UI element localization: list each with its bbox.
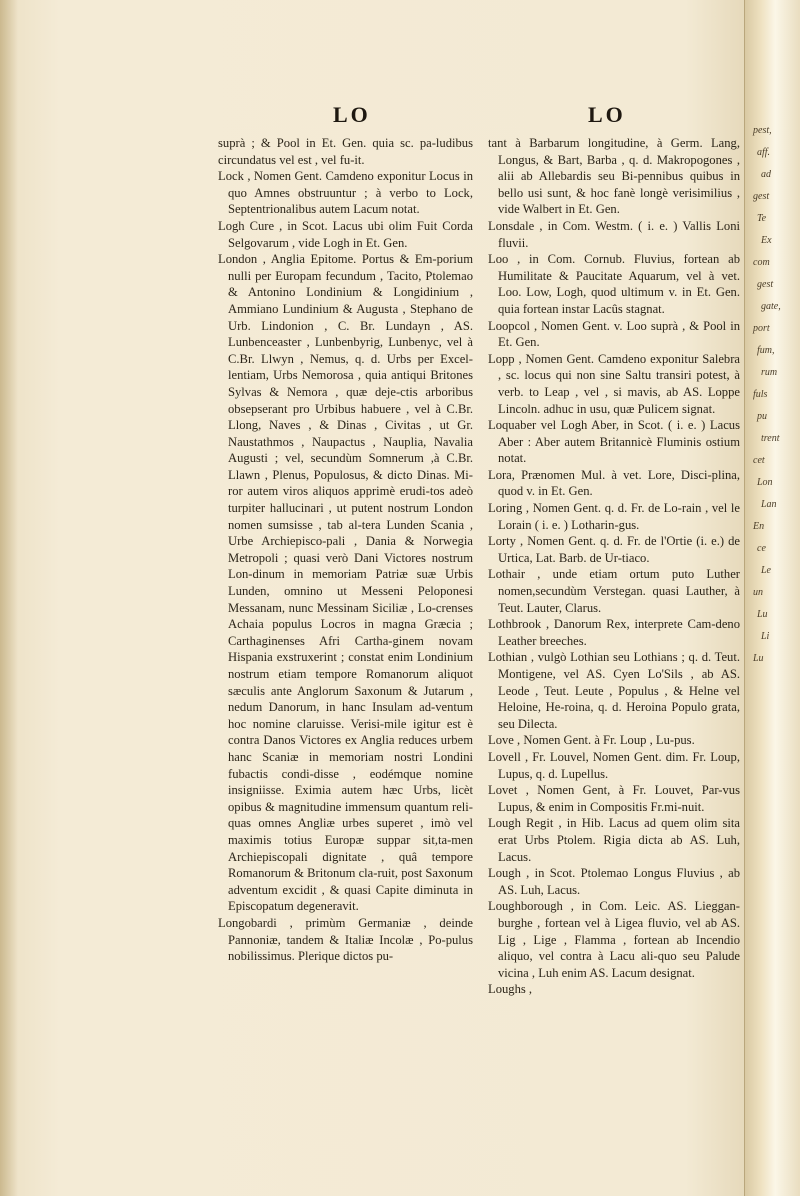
gutter-fragment: gest <box>753 191 770 202</box>
entry-right-9: Lothair , unde etiam ortum puto Luther nomen,secundùm Verstegan. quasi Lauther, à Teut. Lauter, Clarus. <box>488 567 740 615</box>
entry-right-15: Lough Regit , in Hib. Lacus ad quem olim sita erat Urbs Ptolem. Rigia dicta ab AS. Luh, Lacus. <box>488 816 740 864</box>
entry-right-7: Loring , Nomen Gent. q. d. Fr. de Lo-rain , vel le Lorain ( i. e. ) Lotharin-gus. <box>488 501 740 532</box>
gutter-fragment: Ex <box>761 235 772 246</box>
entry-right-1: Lonsdale , in Com. Westm. ( i. e. ) Vallis Loni fluvii. <box>488 218 740 250</box>
gutter-fragment: Te <box>757 213 767 224</box>
entry-right-3: Loopcol , Nomen Gent. v. Loo suprà , & Pool in Et. Gen. <box>488 318 740 350</box>
page-shadow <box>0 0 18 1196</box>
entry-right-5: Loquaber vel Logh Aber, in Scot. ( i. e. ) Lacus Aber : Aber autem Britannicè Fluminis ostium notat. <box>488 418 740 466</box>
entry-text: suprà ; & Pool in Et. Gen. quia sc. pa-ludibus circundatus vel est , vel fu-it. <box>218 136 473 167</box>
entry-right-12: Love , Nomen Gent. à Fr. Loup , Lu-pus. <box>488 733 695 748</box>
gutter-fragment: port <box>753 323 770 334</box>
gutter-fragment: Le <box>761 565 771 576</box>
gutter-fragment: gest <box>757 279 774 290</box>
gutter-fragment: Lu <box>757 609 768 620</box>
entry-right-18: Loughs , <box>488 982 533 997</box>
left-column <box>218 135 473 965</box>
gutter-fragment: pest, <box>753 125 772 136</box>
gutter-fragment: aff. <box>757 147 771 158</box>
entry-right-2: Loo , in Com. Cornub. Fluvius, fortean ab Humilitate & Paucitate Aquarum, vel à vet. Loo. Low, Logh, quod ultimum v. in Et. Gen. quia fortean instar Lacûs stagnat. <box>488 252 740 316</box>
entry-right-10: Lothbrook , Danorum Rex, interprete Cam-deno Leather breeches. <box>488 617 740 648</box>
gutter-fragment: ce <box>757 543 766 554</box>
entry-right-11: Lothian , vulgò Lothian seu Lothians ; q. d. Teut. Montigene, vel AS. Cyen Lo'Sils , ab AS. Leode , Teut. Leute , Populus , & Helne vel Heloine, He-roina, q. d. Heroina Populo grata, seu Dilecta. <box>488 650 740 731</box>
running-header <box>0 102 745 132</box>
gutter-fragment: Li <box>761 631 770 642</box>
entry-right-6: Lora, Prænomen Mul. à vet. Lore, Disci-plina, quod v. in Et. Gen. <box>488 467 740 499</box>
entry-longobardi: Longobardi , primùm Germaniæ , deinde Pannoniæ, tandem & Italiæ Incolæ , Po-pulus nobilissimus. Plerique dictos pu- <box>218 915 473 964</box>
gutter-fragment: ad <box>761 169 771 180</box>
gutter-fragment: pu <box>757 411 767 422</box>
entry-logh-cure: Logh Cure , in Scot. Lacus ubi olim Fuit Corda Selgovarum , vide Logh in Et. Gen. <box>218 218 473 250</box>
gutter-fragment: En <box>753 521 765 532</box>
gutter-fragment: fuls <box>753 389 768 400</box>
gutter-fragment: Lu <box>753 653 764 664</box>
header-left: LO <box>333 102 371 127</box>
gutter-fragment: gate, <box>761 301 781 312</box>
entry-london: London , Anglia Epitome. Portus & Em-porium nulli per Europam fecundum , Tacito, Ptolemao & Antonino Londinium & Longidinium , Ammiano Lundinium & Augusta , Stephano de Urb. Lindonion , C. Br. Lundayn , AS. Lunbenceaster , Lunbenbyrig, Lunbenyc, vel à C.Br. Llwyn , Nemus, q. d. Urbs per Excel-lentiam, Urbs Nemorosa , quia antiqui Britones Sylvas & Nemora , quæ deje-ctis arboribus obsepserant pro Urbibus habuere , vel à C.Br. Llong, Naves , & Dinas , Civitas , ut Gr. Naustathmos , Naupactus , Nauplia, Navalia Augusti ; vel, secundùm Somnerum ,à C.Br. Llawn , Plenus, Populosus, & dicto Dinas. Mi-ror autem viros aliquos apprimè erudi-tos adeò turpiter hallucinari , ut putent nostrum London nomen sumsisse , tab al-tera Lunden Scania , Urbe Archiepisco-pali , Dania & Norwegia Metropoli ; quasi verò Dani Victores nostrum Lon-dinum in memoriam Patriæ suæ Urbis Lunden, omnino ut Messeni Peloponesi Messanam, nunc Messinam Siciliæ , Lo-crenses Achaia populus Locros in magna Græcia ; Carthaginenses Afri Cartha-ginem novam Hispania exstruxerint ; constat enim Londinium nostrum etiam tempore Romanorum aliquot sæculis ante Anglorum Saxonum & Jutarum , nedum Danorum, in hanc Insulam ad-ventum hoc nomine claruisse. Verisi-mile igitur est è contra Danos Victores ex Anglia reduces urbem hanc Scaniæ in memoriam nostri Londini fubactis condi-disse , eodémque nomine insigniisse. Eximia autem hæc Urbs, licèt opibus & magnitudine immensum quantum reli-quas omnes Angliæ urbes superet , imò vel maximis totius Europæ suppar sit,ta-men Archiepiscopali dignitate , quâ tempore Romanorum & Britonum cla-ruit, post Saxonum adventum excidit , & quasi Capite diminuta in Episcopatum degeneravit. <box>218 252 473 914</box>
entry-right-8: Lorty , Nomen Gent. q. d. Fr. de l'Ortie (i. e.) de Urtica, Lat. Barb. de Ur-tiaco. <box>488 534 740 565</box>
gutter-fragment: fum, <box>757 345 775 356</box>
gutter-fragment: un <box>753 587 763 598</box>
gutter-fragment: trent <box>761 433 780 444</box>
right-column <box>488 135 740 998</box>
gutter-fragment: cet <box>753 455 765 466</box>
entry-right-16: Lough , in Scot. Ptolemao Longus Fluvius , ab AS. Luh, Lacus. <box>488 866 740 897</box>
entry-lock: Lock , Nomen Gent. Camdeno exponitur Locus in quo Amnes obstruuntur ; à verbo to Lock, Septentrionalibus autem Lacum notat. <box>218 169 473 217</box>
header-right: LO <box>588 102 626 127</box>
adjacent-page-edge <box>744 0 800 1196</box>
entry-right-13: Lovell , Fr. Louvel, Nomen Gent. dim. Fr. Loup, Lupus, q. d. Lupellus. <box>488 749 740 781</box>
gutter-fragment: Lon <box>757 477 773 488</box>
entry-right-0: tant à Barbarum longitudine, à Germ. Lang, Longus, & Bart, Barba , q. d. Makropogones , alii ab Allebardis seu Bi-pennibus quibus in bello usi sunt, & hoc fanè longè verisimilius , vide Walbert in Et. Gen. <box>488 136 740 217</box>
gutter-fragment: Lan <box>761 499 777 510</box>
gutter-fragment: rum <box>761 367 778 378</box>
entry-right-4: Lopp , Nomen Gent. Camdeno exponitur Salebra , sc. locus qui non sine Saltu transiri potest, à verb. to Leap , vel , si mavis, ab AS. Loppe Lincoln. adhuc in usu, quæ Pulicem signat. <box>488 351 740 416</box>
entry-right-17: Loughborough , in Com. Leic. AS. Lieggan-burghe , fortean vel à Ligea fluvio, vel ab AS. Lig , Lige , Flamma , fortean ab Incendio aliquo, vel contra à Lacu ali-quo seu Palude vicina , Luh enim AS. Lacum designat. <box>488 899 740 980</box>
entry-right-14: Lovet , Nomen Gent, à Fr. Louvet, Par-vus Lupus, & enim in Compositis Fr.mi-nuit. <box>488 783 740 814</box>
gutter-fragment: com <box>753 257 770 268</box>
